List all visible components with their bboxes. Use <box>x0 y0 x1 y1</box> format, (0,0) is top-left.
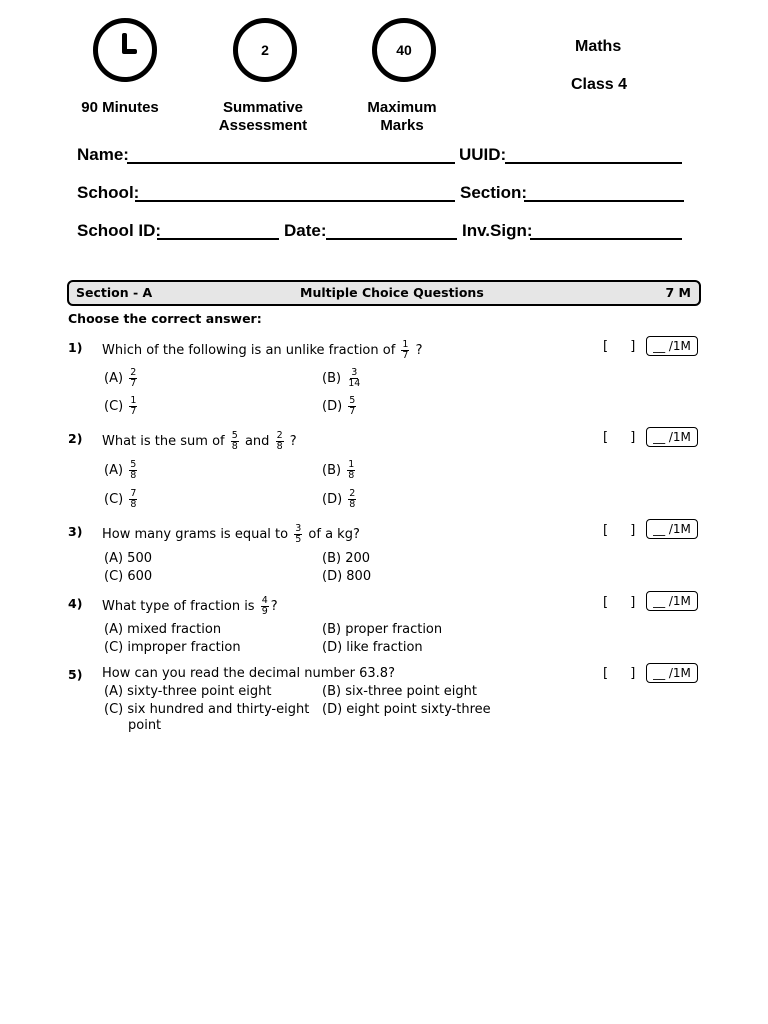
section-header <box>67 280 701 306</box>
option-b: (B) $\frac{1}{8}$ <box>322 459 355 481</box>
uuid-label: UUID: <box>459 145 507 164</box>
option-b: (B) 200 <box>322 551 371 566</box>
question-number: 5) <box>68 667 83 682</box>
section-marks: 7 M <box>665 285 691 300</box>
name-field[interactable] <box>127 162 455 164</box>
inv-sign-field[interactable] <box>530 238 682 240</box>
question-text: How many grams is equal to $\frac{3}{5}$ of a kg? <box>102 523 360 545</box>
section-name: Section - A <box>76 285 153 300</box>
section-title: Multiple Choice Questions <box>300 285 484 300</box>
max-marks-value: 40 <box>396 42 412 58</box>
uuid-field[interactable] <box>505 162 682 164</box>
instruction: Choose the correct answer: <box>68 311 262 326</box>
question-number: 2) <box>68 431 83 446</box>
date-field[interactable] <box>326 238 457 240</box>
section-field[interactable] <box>524 200 684 202</box>
option-c-continued: point <box>128 718 162 733</box>
duration-label: 90 Minutes <box>81 99 159 116</box>
answer-bracket[interactable]: [ ] <box>603 595 645 610</box>
option-a: (A) $\frac{5}{8}$ <box>104 459 137 481</box>
assessment-number-circle <box>233 18 297 82</box>
option-c: (C) $\frac{7}{8}$ <box>104 488 137 510</box>
option-c: (C) improper fraction <box>104 640 241 655</box>
max-marks-label: Maximum Marks <box>367 99 437 134</box>
option-a: (A) sixty-three point eight <box>104 684 272 699</box>
inv-sign-label: Inv.Sign: <box>462 221 533 240</box>
question-number: 4) <box>68 596 83 611</box>
option-c: (C) six hundred and thirty-eight <box>104 702 310 717</box>
option-b: (B) $\frac{3}{14}$ <box>322 367 361 389</box>
mark-box: __ /1M <box>646 519 698 539</box>
option-c: (C) 600 <box>104 569 153 584</box>
name-label: Name: <box>77 145 129 164</box>
answer-bracket[interactable]: [ ] <box>603 523 645 538</box>
assessment-label: Summative Assessment <box>218 99 308 134</box>
option-a: (A) mixed fraction <box>104 622 222 637</box>
answer-bracket[interactable]: [ ] <box>603 430 645 445</box>
option-d: (D) eight point sixty-three <box>322 702 491 717</box>
option-b: (B) six-three point eight <box>322 684 477 699</box>
date-label: Date: <box>284 221 327 240</box>
fraction: $\frac{3}{5}$ <box>295 523 302 545</box>
option-a: (A) 500 <box>104 551 152 566</box>
row-schoolid-date-sign <box>77 221 689 243</box>
question-text: What is the sum of $\frac{5}{8}$ and $\frac{2}{8}$ ? <box>102 430 297 452</box>
option-a: (A) $\frac{2}{7}$ <box>104 367 137 389</box>
option-c: (C) $\frac{1}{7}$ <box>104 395 137 417</box>
option-d: (D) like fraction <box>322 640 423 655</box>
class-label: Class 4 <box>571 76 628 93</box>
fraction: $\frac{1}{7}$ <box>402 339 409 361</box>
school-id-label: School ID: <box>77 221 162 240</box>
fraction: $\frac{5}{8}$ <box>231 430 238 452</box>
question-number: 1) <box>68 340 83 355</box>
fraction: $\frac{2}{8}$ <box>276 430 283 452</box>
subject: Maths <box>575 38 622 55</box>
mark-box: __ /1M <box>646 591 698 611</box>
school-id-field[interactable] <box>157 238 279 240</box>
max-marks-circle <box>372 18 436 82</box>
option-d: (D) $\frac{5}{7}$ <box>322 395 356 417</box>
school-label: School: <box>77 183 140 202</box>
answer-bracket[interactable]: [ ] <box>603 666 645 681</box>
school-field[interactable] <box>135 200 455 202</box>
mark-box: __ /1M <box>646 663 698 683</box>
question-text: How can you read the decimal number 63.8? <box>102 666 395 681</box>
question-number: 3) <box>68 524 83 539</box>
option-d: (D) $\frac{2}{8}$ <box>322 488 356 510</box>
assessment-number: 2 <box>261 42 269 58</box>
question-text: What type of fraction is $\frac{4}{9}$ ? <box>102 595 278 617</box>
clock-icon <box>93 18 157 82</box>
mark-box: __ /1M <box>646 427 698 447</box>
row-school-section <box>77 183 689 205</box>
section-label: Section: <box>460 183 528 202</box>
question-text: Which of the following is an unlike fraction of $\frac{1}{7}$ ? <box>102 339 423 361</box>
row-name-uuid <box>77 145 689 167</box>
option-d: (D) 800 <box>322 569 372 584</box>
option-b: (B) proper fraction <box>322 622 443 637</box>
fraction: $\frac{4}{9}$ <box>261 595 268 617</box>
mark-box: __ /1M <box>646 336 698 356</box>
answer-bracket[interactable]: [ ] <box>603 339 645 354</box>
